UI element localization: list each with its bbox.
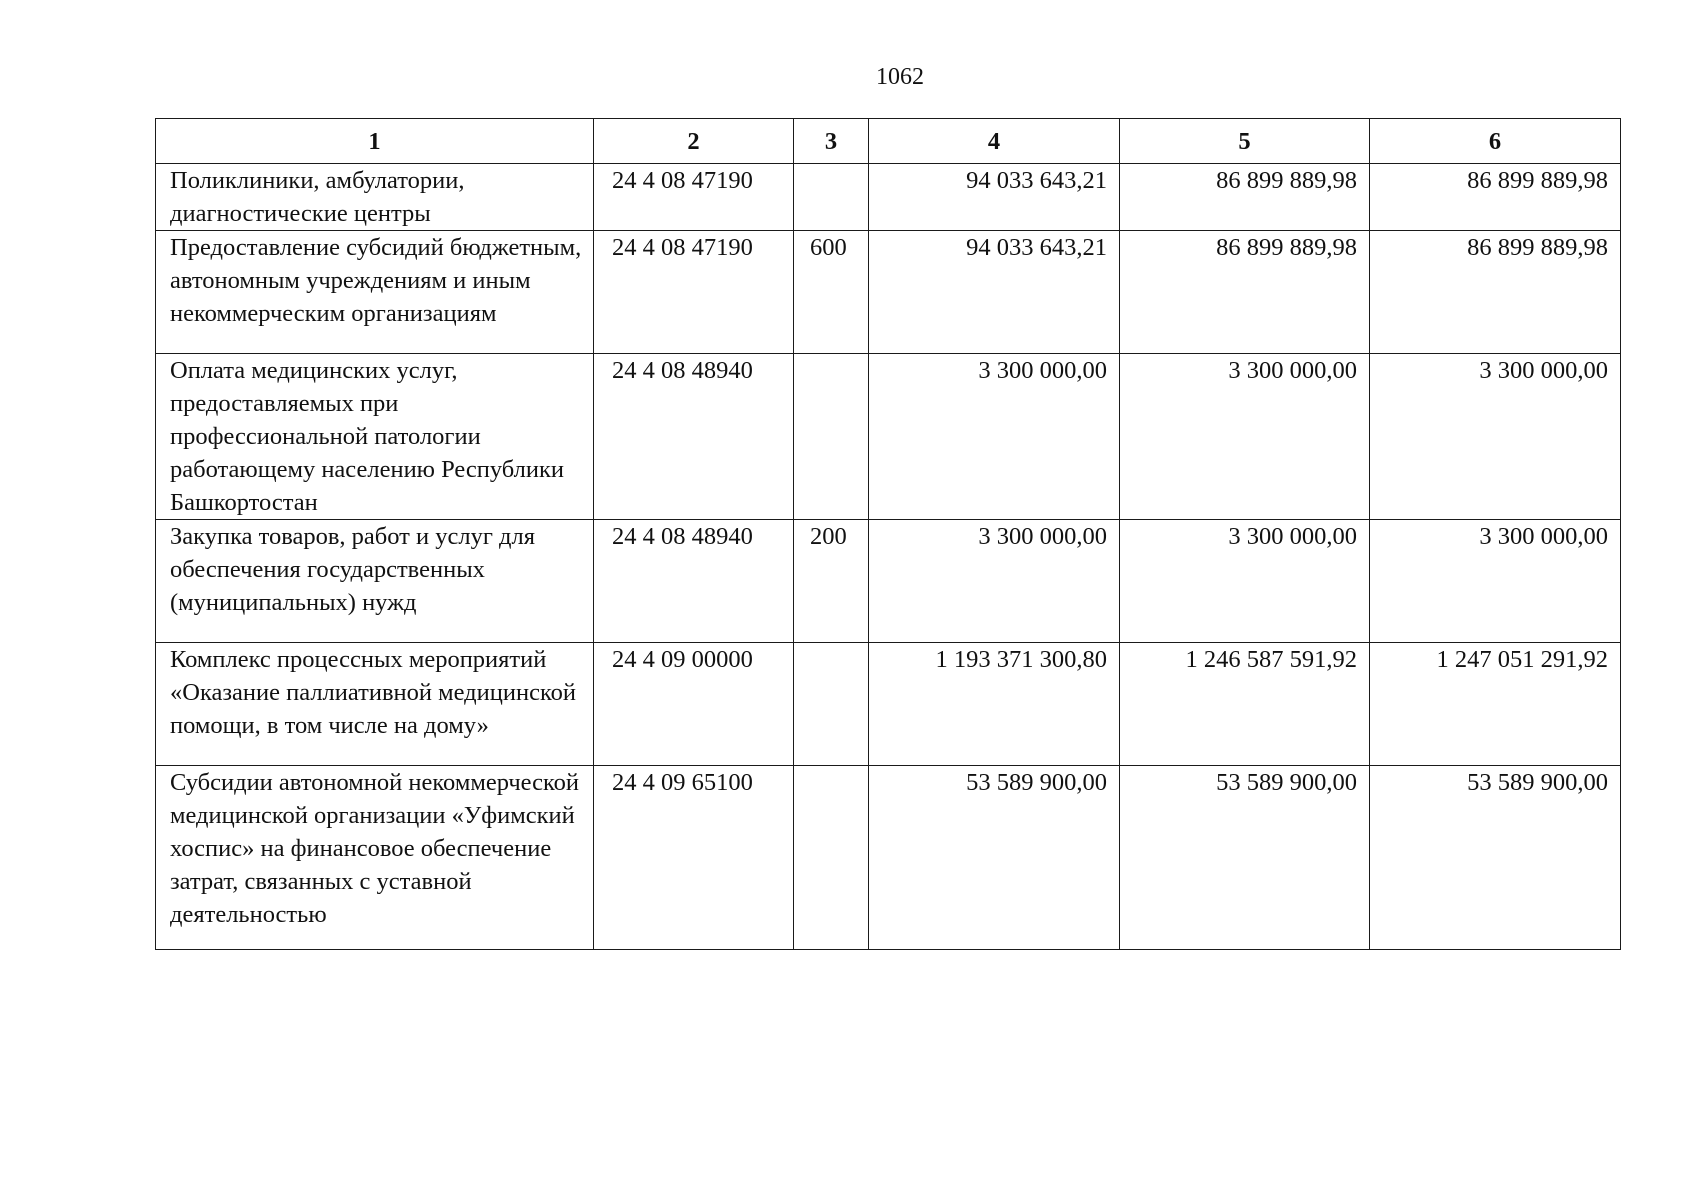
row-type: 200: [794, 520, 869, 643]
row-code: 24 4 08 48940: [594, 354, 794, 520]
column-header: 6: [1370, 119, 1621, 164]
row-amount-col4: 3 300 000,00: [869, 354, 1120, 520]
row-name: Субсидии автономной некоммерческой медицинской организации «Уфимский хоспис» на финансовое обеспечение затрат, связанных с уставной деятельностью: [156, 766, 594, 950]
row-amount-col4: 1 193 371 300,80: [869, 643, 1120, 766]
table-body: [156, 164, 1621, 950]
row-name: Поликлиники, амбулатории, диагностические центры: [156, 164, 594, 231]
row-code: 24 4 09 65100: [594, 766, 794, 950]
row-amount-col4: 94 033 643,21: [869, 231, 1120, 354]
column-header: 3: [794, 119, 869, 164]
row-amount-col6: 86 899 889,98: [1370, 231, 1621, 354]
row-name: Комплекс процессных мероприятий «Оказание паллиативной медицинской помощи, в том числе на дому»: [156, 643, 594, 766]
row-type: 600: [794, 231, 869, 354]
table-row: [156, 231, 1621, 354]
table-row: [156, 354, 1621, 520]
row-amount-col5: 53 589 900,00: [1120, 766, 1370, 950]
table-row: [156, 164, 1621, 231]
row-code: 24 4 08 47190: [594, 164, 794, 231]
row-code: 24 4 08 47190: [594, 231, 794, 354]
row-type: [794, 164, 869, 231]
row-code: 24 4 09 00000: [594, 643, 794, 766]
row-amount-col4: 3 300 000,00: [869, 520, 1120, 643]
row-amount-col5: 3 300 000,00: [1120, 354, 1370, 520]
row-amount-col4: 53 589 900,00: [869, 766, 1120, 950]
header-row: [156, 119, 1621, 164]
table-header: [156, 119, 1621, 164]
row-amount-col4: 94 033 643,21: [869, 164, 1120, 231]
row-amount-col6: 3 300 000,00: [1370, 520, 1621, 643]
column-header: 1: [156, 119, 594, 164]
row-code: 24 4 08 48940: [594, 520, 794, 643]
table-row: [156, 520, 1621, 643]
row-amount-col6: 86 899 889,98: [1370, 164, 1621, 231]
column-header: 5: [1120, 119, 1370, 164]
table-row: [156, 766, 1621, 950]
row-amount-col5: 86 899 889,98: [1120, 164, 1370, 231]
row-amount-col6: 3 300 000,00: [1370, 354, 1621, 520]
row-name: Закупка товаров, работ и услуг для обеспечения государственных (муниципальных) нужд: [156, 520, 594, 643]
column-header: 4: [869, 119, 1120, 164]
row-name: Предоставление субсидий бюджетным, автономным учреждениям и иным некоммерческим организациям: [156, 231, 594, 354]
row-type: [794, 354, 869, 520]
row-type: [794, 643, 869, 766]
row-name: Оплата медицинских услуг, предоставляемых при профессиональной патологии работающему населению Республики Башкортостан: [156, 354, 594, 520]
row-amount-col6: 1 247 051 291,92: [1370, 643, 1621, 766]
row-amount-col5: 3 300 000,00: [1120, 520, 1370, 643]
budget-table: [155, 118, 1621, 950]
column-header: 2: [594, 119, 794, 164]
row-type: [794, 766, 869, 950]
table-row: [156, 643, 1621, 766]
row-amount-col5: 86 899 889,98: [1120, 231, 1370, 354]
row-amount-col5: 1 246 587 591,92: [1120, 643, 1370, 766]
row-amount-col6: 53 589 900,00: [1370, 766, 1621, 950]
page-number: 1062: [876, 64, 924, 90]
